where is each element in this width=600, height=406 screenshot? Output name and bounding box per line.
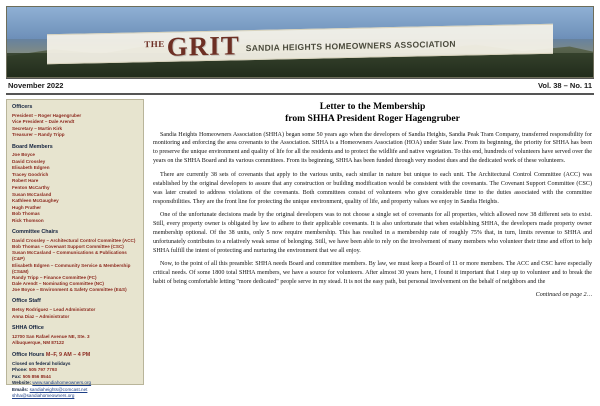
article-title-line-2: from SHHA President Roger Hagengruber <box>285 113 460 125</box>
board-heading: Board Members <box>12 143 53 150</box>
committee-chair: Bob Thomas – Covenant Support Committee (CSC) <box>12 243 124 249</box>
office-hours-label: Office Hours <box>12 351 45 358</box>
board-member: David Crossley <box>12 158 46 164</box>
masthead-sidebar <box>6 99 144 399</box>
phone-value: 505 797 7793 <box>28 367 57 373</box>
newsletter-page <box>0 6 600 406</box>
website-link[interactable]: www.sandiahomeowners.org <box>32 380 92 386</box>
masthead-the-word: THE <box>144 38 165 50</box>
committee-chair: David Crossley – Architectural Control Committee (ACC) <box>12 237 136 243</box>
committee-chair: Elisabeth Edgren – Community Service & Membership (CS&M) <box>12 262 131 274</box>
board-member: Kathleen McGaughey <box>12 198 59 204</box>
issue-date: November 2022 <box>8 81 64 90</box>
masthead-title: GRIT <box>166 29 240 62</box>
fax-label: Fax: <box>12 373 22 379</box>
committee-chair: Randy Tripp – Finance Committee (FC) <box>12 274 97 280</box>
officer-item: Secretary – Martin Kirk <box>12 125 63 131</box>
officer-item: Treasurer – Randy Tripp <box>12 132 65 138</box>
committee-chair: Susan McCasland – Communications & Publications (C&P) <box>12 250 127 262</box>
article-paragraph: Sandia Heights Homeowners Association (SHHA) began some 50 years ago when the developers of Sandia Heights, Sandia Peak Tram Company, transferred responsibility for monitoring and enforcing the area covenants to the Association. SHHA is a Homeowners Association (HOA) under State law. From its beginning, the priority for SHHA has been to preserve the unique environment and quality of life for all the residents and to protect the wildlife and native vegetation. To this end, hundreds of volunteers have served over the years on the SHHA Board and its various committees. From its beginning, SHHA has been funded through very modest dues and the dedicated work of these volunteers. <box>153 131 592 165</box>
officer-item: President – Roger Hagengruber <box>12 112 82 118</box>
office-staff-item: Anna Diaz – Administrator <box>12 313 70 319</box>
committee-chair: Joe Boyce – Environment & Safety Committee (E&S) <box>12 287 127 293</box>
office-hours-note: Closed on federal holidays <box>12 360 71 366</box>
article-paragraph: Now, to the point of all this preamble: SHHA needs Board and committee members. By law, we must keep a Board of 11 or more members. The ACC and CSC have especially critical needs. Of some 1800 total SHHA members, we have a source for volunteers. After almost 30 years here, I found it important that I step up to volunteer and to break the habit of being comfortable letting "more dedicated" people serve in my stead. It is not the easy path, but personal involvement on the behalf of neighbors and the <box>153 261 592 286</box>
officers-heading: Officers <box>12 104 33 110</box>
board-member: Elisabeth Edgren <box>12 165 50 171</box>
board-member: Rick Thomson <box>12 217 44 223</box>
board-member: Susan McCasland <box>12 191 52 197</box>
fax-value: 505 856 8544 <box>22 373 51 379</box>
office-email-2[interactable] <box>12 393 138 400</box>
office-staff-heading: Office Staff <box>12 298 41 305</box>
article-paragraph: One of the unfortunate decisions made by the original developers was to not choose a single set of covenants for all properties, which allowed now 38 different sets to exist. Still, every property owner is obligated by law to adhere to their applicable covenants. It is also unfortunate that when establishing SHHA, the developers made property owner membership optional. Of the 38 units, only 5 now require membership. This has resulted in a membership rate of roughly 75% that, in turn, limits revenue to SHHA and unfortunately contributes to a relatively weak sense of belonging. Still, we have been able to rely on the involvement of many members who volunteer their time and effort to help SHHA fulfill the intent of protecting and nurturing the environment that we all enjoy. <box>153 212 592 254</box>
article-paragraph: There are currently 38 sets of covenants that apply to the various units, each similar in nature but unique to each unit. The Architectural Control Committee (ACC) was established by the original developers to assure that any construction or building modification would be consistent with the covenants. The Covenant Support Committee (CSC) was later created to address violations of the covenants. Both committees consist of volunteers who give considerable time to the duties associated with the committee responsibilities. They are the front line for protecting the unique environment, quality of life, and property values we enjoy in Sandia Heights. <box>153 171 592 205</box>
continued-note: Continued on page 2… <box>535 291 592 298</box>
masthead-banner <box>6 6 594 78</box>
board-member: Tracey Goodrich <box>12 171 49 177</box>
issue-volume: Vol. 38 – No. 11 <box>537 81 592 90</box>
issue-bar <box>6 78 594 95</box>
emails-label: Emails: <box>12 386 29 392</box>
board-member: Joe Boyce <box>12 152 35 158</box>
office-hours-heading <box>12 352 138 360</box>
office-hours-value: M–F, 9 AM – 4 PM <box>45 351 91 358</box>
board-member: Hugh Prather <box>12 204 42 210</box>
office-address-line: Albuquerque, NM 87122 <box>12 340 65 346</box>
board-member: Robert Hare <box>12 178 39 184</box>
article-title <box>153 101 592 126</box>
office-address-line: 12700 San Rafael Avenue NE, Ste. 3 <box>12 333 90 339</box>
phone-label: Phone: <box>12 367 28 373</box>
masthead-subtitle: SANDIA HEIGHTS HOMEOWNERS ASSOCIATION <box>245 38 456 53</box>
office-heading: SHHA Office <box>12 325 44 332</box>
website-label: Website: <box>12 380 32 386</box>
lead-article <box>144 99 594 385</box>
email-link-1[interactable]: sandiaheights@comcast.net <box>29 386 88 392</box>
committee-chairs-heading: Committee Chairs <box>12 229 59 236</box>
email-link-2[interactable]: shha@sandiahomeowners.org <box>12 393 75 399</box>
board-member: Bob Thomas <box>12 211 40 217</box>
committee-chair: Dale Arendt – Nominating Committee (NC) <box>12 281 104 287</box>
officer-item: Vice President – Dale Arendt <box>12 119 75 125</box>
office-staff-item: Betsy Rodriguez – Lead Administrator <box>12 307 96 313</box>
article-title-line-1: Letter to the Membership <box>319 101 426 112</box>
page-body <box>6 99 594 399</box>
board-member: Fenton McCarthy <box>12 184 50 190</box>
